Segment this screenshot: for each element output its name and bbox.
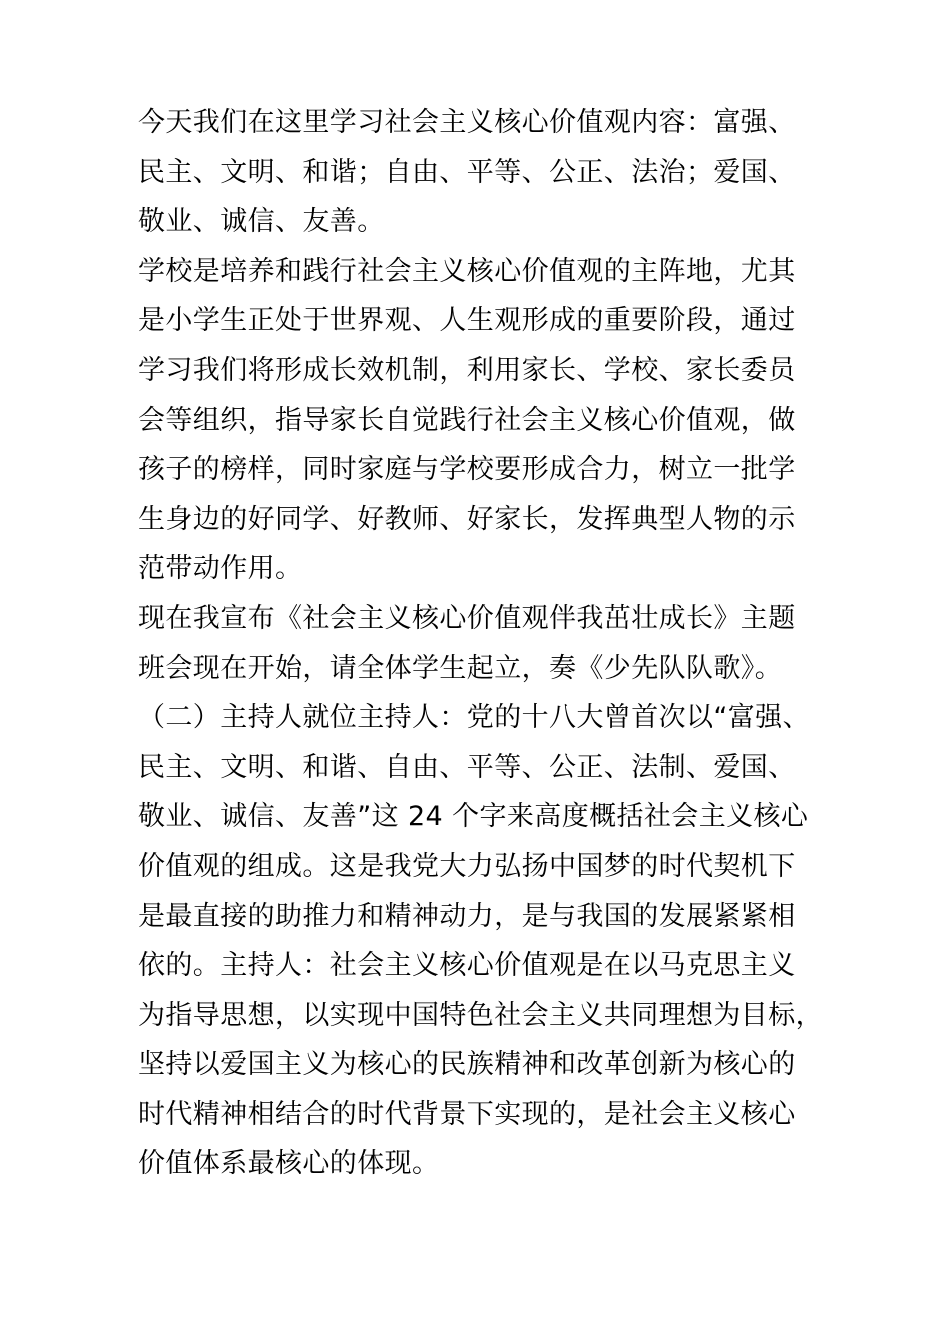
text-line: 现在我宣布《社会主义核心价值观伴我茁壮成长》主题: [138, 602, 796, 634]
text-line: 价值观的组成。这是我党大力弘扬中国梦的时代契机下: [138, 850, 796, 882]
text-line: 敬业、诚信、友善。: [138, 206, 385, 238]
text-line: 为指导思想，以实现中国特色社会主义共同理想为目标，: [138, 999, 823, 1031]
text-line: 今天我们在这里学习社会主义核心价值观内容：富强、: [138, 107, 796, 138]
text-line: 敬业、诚信、友善”这 24 个字来高度概括社会主义核心: [138, 801, 809, 833]
text-line: 时代精神相结合的时代背景下实现的，是社会主义核心: [138, 1098, 796, 1130]
text-line: 是小学生正处于世界观、人生观形成的重要阶段，通过: [138, 305, 796, 337]
text-line: 价值体系最核心的体现。: [138, 1148, 440, 1180]
text-line: 范带动作用。: [138, 553, 303, 585]
text-line: 孩子的榜样，同时家庭与学校要形成合力，树立一批学: [138, 454, 796, 486]
text-line: 会等组织，指导家长自觉践行社会主义核心价值观，做: [138, 404, 796, 436]
text-line: 学校是培养和践行社会主义核心价值观的主阵地，尤其: [138, 255, 796, 287]
text-line: 班会现在开始，请全体学生起立，奏《少先队队歌》。: [138, 652, 783, 684]
text-line: 生身边的好同学、好教师、好家长，发挥典型人物的示: [138, 503, 796, 535]
document-body: [138, 98, 838, 1189]
text-line: 是最直接的助推力和精神动力，是与我国的发展紧紧相: [138, 900, 796, 932]
text-line: 坚持以爱国主义为核心的民族精神和改革创新为核心的: [138, 1049, 796, 1081]
text-line: 民主、文明、和谐；自由、平等、公正、法治；爱国、: [138, 156, 796, 188]
text-line: 民主、文明、和谐、自由、平等、公正、法制、爱国、: [138, 751, 796, 783]
text-line: 学习我们将形成长效机制，利用家长、学校、家长委员: [138, 354, 796, 386]
text-line: 依的。主持人：社会主义核心价值观是在以马克思主义: [138, 950, 796, 982]
text-line: （二）主持人就位主持人：党的十八大曾首次以“富强、: [138, 702, 810, 734]
